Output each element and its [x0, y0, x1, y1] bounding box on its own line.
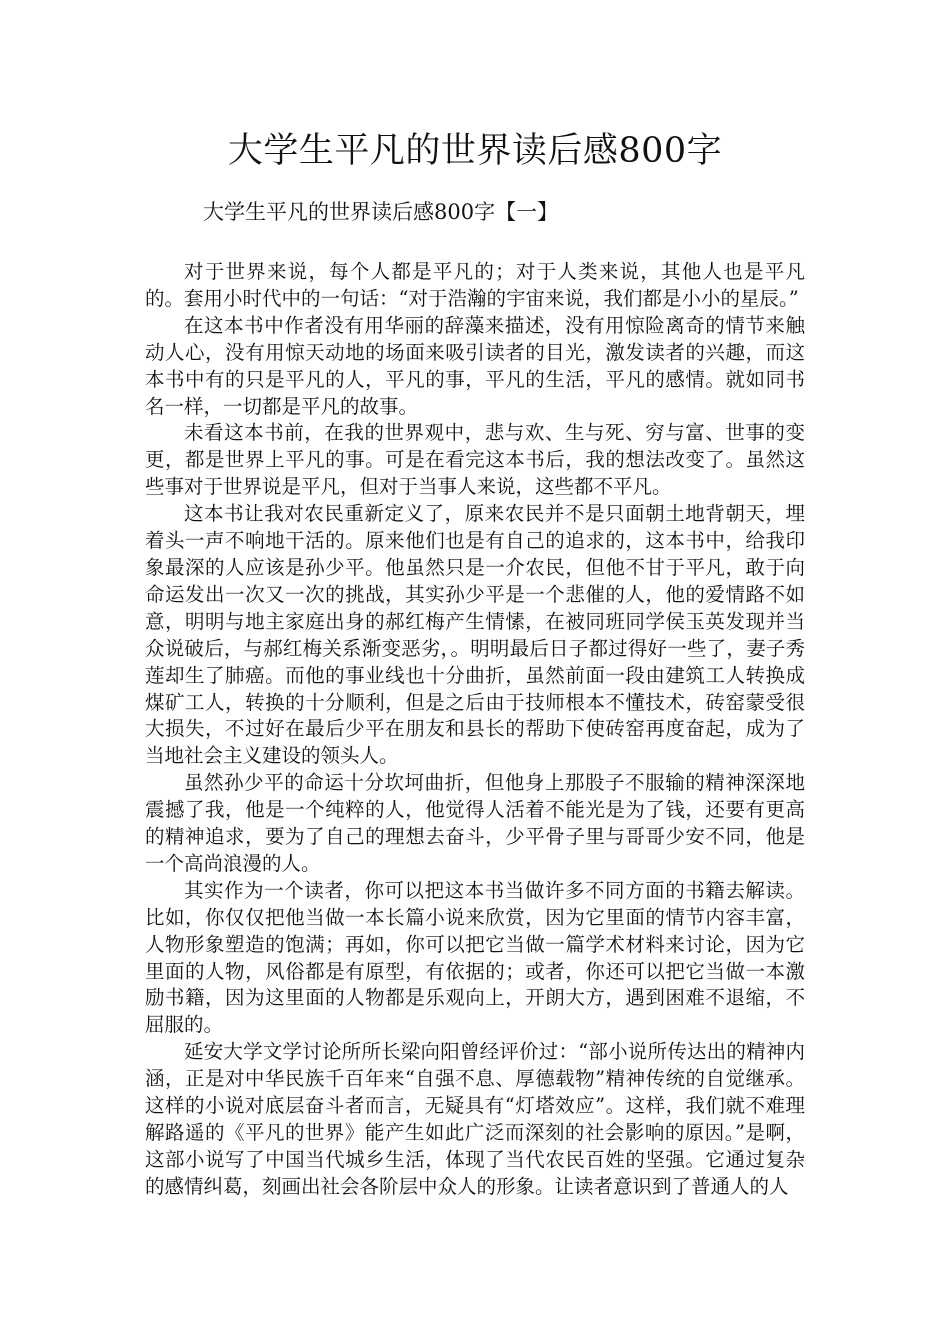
document-page [145, 128, 805, 1201]
paragraph-1: 对于世界来说，每个人都是平凡的；对于人类来说，其他人也是平凡的。套用小时代中的一句话：“对于浩瀚的宇宙来说，我们都是小小的星辰。” [145, 260, 805, 310]
section-heading: 大学生平凡的世界读后感800字【一】 [203, 200, 559, 224]
paragraph-5: 虽然孙少平的命运十分坎坷曲折，但他身上那股子不服输的精神深深地震撼了我，他是一个纯粹的人，他觉得人活着不能光是为了钱，还要有更高的精神追求，要为了自己的理想去奋斗，少平骨子里与哥哥少安不同，他是一个高尚浪漫的人。 [145, 771, 805, 875]
paragraph-3: 未看这本书前，在我的世界观中，悲与欢、生与死、穷与富、世事的变更，都是世界上平凡的事。可是在看完这本书后，我的想法改变了。虽然这些事对于世界说是平凡，但对于当事人来说，这些都不平凡。 [145, 421, 805, 499]
document-title: 大学生平凡的世界读后感800字 [227, 131, 723, 171]
document-body [145, 259, 805, 1201]
paragraph-7: 延安大学文学讨论所所长梁向阳曾经评价过：“部小说所传达出的精神内涵，正是对中华民族千百年来“自强不息、厚德载物”精神传统的自觉继承。这样的小说对底层奋斗者而言，无疑具有“灯塔效应”。这样，我们就不难理解路遥的《平凡的世界》能产生如此广泛而深刻的社会影响的原因。”是啊，这部小说写了中国当代城乡生活，体现了当代农民百姓的坚强。它通过复杂的感情纠葛，刻画出社会各阶层中众人的形象。让读者意识到了普通人的人 [145, 1040, 805, 1198]
paragraph-4: 这本书让我对农民重新定义了，原来农民并不是只面朝土地背朝天，埋着头一声不响地干活的。原来他们也是有自己的追求的，这本书中，给我印象最深的人应该是孙少平。他虽然只是一介农民，但他不甘于平凡，敢于向命运发出一次又一次的挑战，其实孙少平是一个悲催的人，他的爱情路不如意，明明与地主家庭出身的郝红梅产生情愫，在被同班同学侯玉英发现并当众说破后，与郝红梅关系渐变恶劣，。明明最后日子都过得好一些了，妻子秀莲却生了肺癌。而他的事业线也十分曲折，虽然前面一段由建筑工人转换成煤矿工人，转换的十分顺利，但是之后由于技师根本不懂技术，砖窑蒙受很大损失，不过好在最后少平在朋友和县长的帮助下使砖窑再度奋起，成为了当地社会主义建设的领头人。 [145, 502, 805, 768]
paragraph-2: 在这本书中作者没有用华丽的辞藻来描述，没有用惊险离奇的情节来触动人心，没有用惊天动地的场面来吸引读者的目光，激发读者的兴趣，而这本书中有的只是平凡的人，平凡的事，平凡的生活，平凡的感情。就如同书名一样，一切都是平凡的故事。 [145, 313, 805, 418]
paragraph-6: 其实作为一个读者，你可以把这本书当做许多不同方面的书籍去解读。比如，你仅仅把他当做一本长篇小说来欣赏，因为它里面的情节内容丰富，人物形象塑造的饱满；再如，你可以把它当做一篇学术材料来讨论，因为它里面的人物，风俗都是有原型，有依据的；或者，你还可以把它当做一本激励书籍，因为这里面的人物都是乐观向上，开朗大方，遇到困难不退缩，不屈服的。 [145, 878, 805, 1037]
